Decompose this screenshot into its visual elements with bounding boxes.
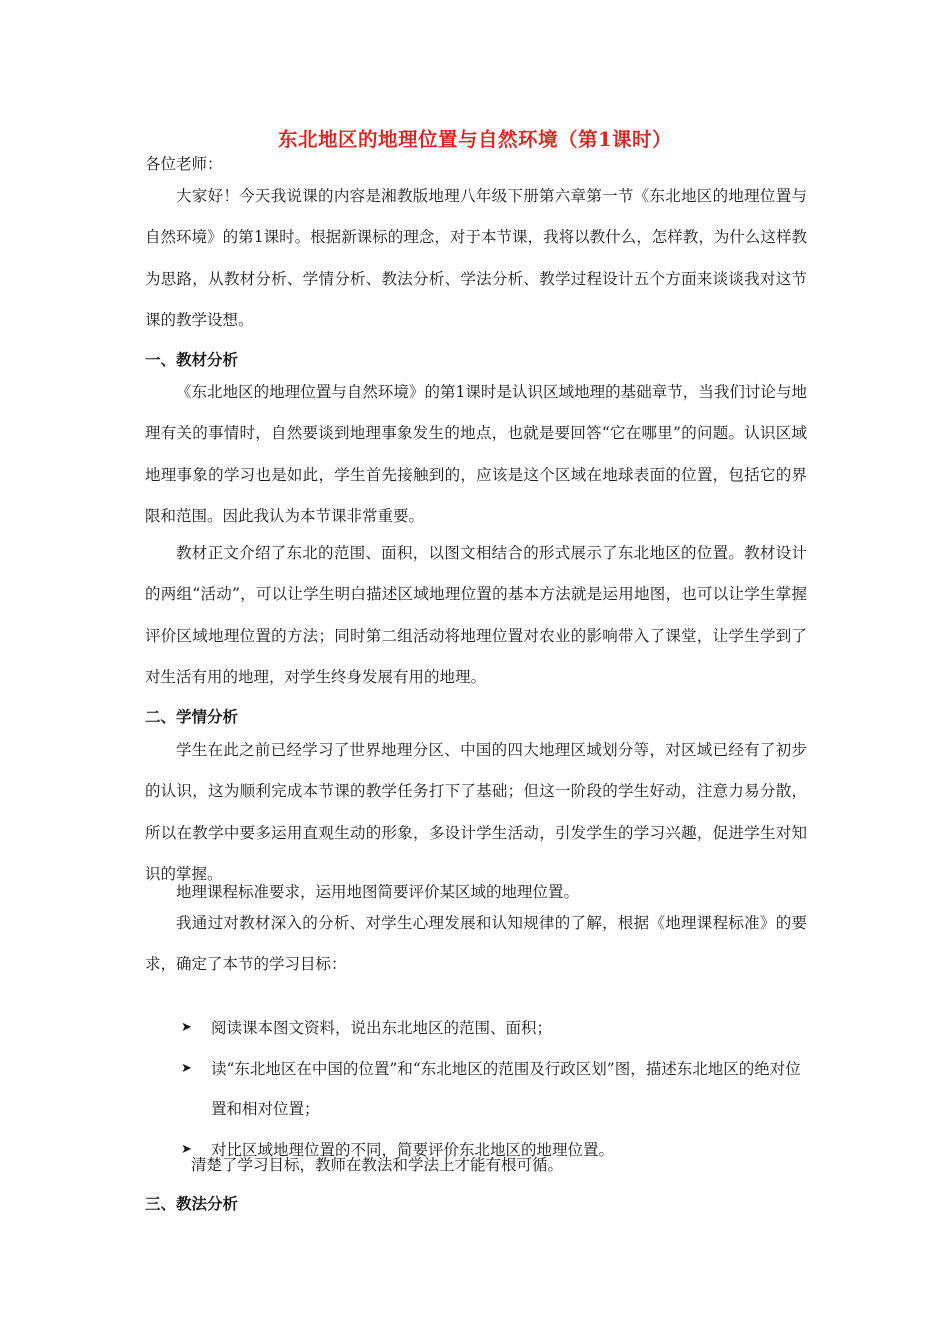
list-item (145, 1008, 807, 1049)
textbook-analysis-paragraph-2: 教材正文介绍了东北的范围、面积，以图文相结合的形式展示了东北地区的位置。教材设计的两组“活动”，可以让学生明白描述区域地理位置的基本方法就是运用地图，也可以让学生掌握评价区域地理位置的方法；同时第二组活动将地理位置对农业的影响带入了课堂，让学生学到了对生活有用的地理，对学生终身发展有用的地理。 (145, 544, 807, 686)
learning-goal-text: 阅读课本图文资料，说出东北地区的范围、面积； (211, 1019, 553, 1037)
intro-paragraph: 大家好！今天我说课的内容是湘教版地理八年级下册第六章第一节《东北地区的地理位置与自然环境》的第1课时。根据新课标的理念，对于本节课，我将以教什么，怎样教，为什么这样教为思路，从教材分析、学情分析、教法分析、学法分析、教学过程设计五个方面来谈谈我对这节课的教学设想。 (145, 187, 807, 329)
arrow-bullet-icon: ➤ (181, 1141, 192, 1157)
arrow-bullet-icon: ➤ (181, 1060, 192, 1076)
document-title: 东北地区的地理位置与自然环境（第1课时） (277, 128, 673, 151)
list-item (145, 1049, 807, 1130)
arrow-bullet-icon: ➤ (181, 1020, 192, 1035)
greeting: 各位老师： (145, 155, 223, 173)
section-heading-student-analysis: 二、学情分析 (145, 707, 239, 726)
learning-goal-text: 读“东北地区在中国的位置”和“东北地区的范围及行政区划”图，描述东北地区的绝对位置和相对位置； (211, 1059, 801, 1118)
goals-closing-sentence: 清楚了学习目标，教师在教法和学法上才能有根可循。 (191, 1156, 564, 1174)
learning-goals-intro-paragraph: 我通过对教材深入的分析、对学生心理发展和认知规律的了解，根据《地理课程标准》的要求，确定了本节的学习目标： (145, 914, 807, 974)
student-analysis-paragraph-1: 学生在此之前已经学习了世界地理分区、中国的四大地理区域划分等，对区域已经有了初步的认识，这为顺利完成本节课的教学任务打下了基础；但这一阶段的学生好动，注意力易分散，所以在教学中要多运用直观生动的形象，多设计学生活动，引发学生的学习兴趣，促进学生对知识的掌握。 (145, 741, 807, 883)
learning-goals-list (145, 1008, 807, 1170)
textbook-analysis-paragraph-1: 《东北地区的地理位置与自然环境》的第1课时是认识区域地理的基础章节，当我们讨论与地理有关的事情时，自然要谈到地理事象发生的地点，也就是要回答“它在哪里”的问题。认识区域地理事象的学习也是如此，学生首先接触到的，应该是这个区域在地球表面的位置，包括它的界限和范围。因此我认为本节课非常重要。 (145, 383, 807, 525)
section-heading-textbook-analysis: 一、教材分析 (145, 350, 239, 369)
curriculum-standard-paragraph: 地理课程标准要求，运用地图简要评价某区域的地理位置。 (176, 883, 580, 901)
section-heading-teaching-method: 三、教法分析 (145, 1194, 239, 1213)
learning-goal-text: 对比区域地理位置的不同，简要评价东北地区的地理位置。 (211, 1140, 615, 1159)
